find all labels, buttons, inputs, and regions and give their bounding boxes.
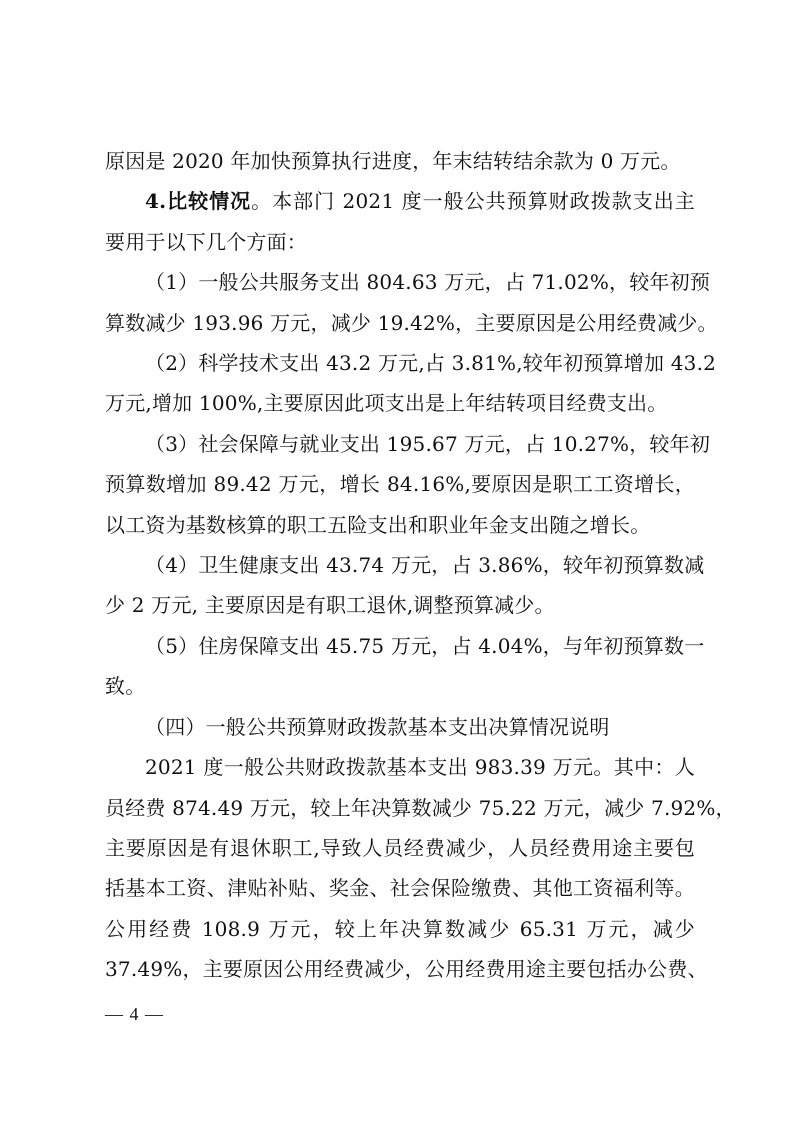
body-text-line: 37.49%，主要原因公用经费减少，公用经费用途主要包括办公费、 [105,957,708,982]
section-heading-comparison: 4.比较情况 [145,189,252,214]
body-text-line: 万元,增加 100%,主要原因此项支出是上年结转项目经费支出。 [105,391,668,416]
body-text-line: （5）住房保障支出 45.75 万元，占 4.04%，与年初预算数一 [145,633,705,658]
body-text-line: 少 2 万元, 主要原因是有职工退休,调整预算减少。 [105,593,555,618]
section-heading-basic-expenditure: （四）一般公共预算财政拨款基本支出决算情况说明 [145,714,610,739]
body-text-line: 员经费 874.49 万元，较上年决算数减少 75.22 万元，减少 7.92%， [105,795,736,820]
body-text-line: 致。 [105,674,146,699]
body-text-line: 预算数增加 89.42 万元，增长 84.16%,要原因是职工工资增长， [105,472,695,497]
body-text-line: 公用经费 108.9 万元，较上年决算数减少 65.31 万元，减少 [105,916,695,941]
comparison-paragraph-line [105,181,695,221]
body-text-line: （3）社会保障与就业支出 195.67 万元，占 10.27%，较年初 [145,431,711,456]
body-text-line: 算数减少 193.96 万元，减少 19.42%，主要原因是公用经费减少。 [105,310,718,335]
body-text-line: 要用于以下几个方面： [105,229,307,254]
document-body [105,141,736,990]
body-text-line: 括基本工资、津贴补贴、奖金、社会保险缴费、其他工资福利等。 [105,876,695,901]
page-number: — 4 — [105,1004,164,1024]
body-text-line: 2021 度一般公共财政拨款基本支出 983.39 万元。其中：人 [145,755,695,780]
body-text-line: 原因是 2020 年加快预算执行进度，年末结转结余款为 0 万元。 [105,149,681,173]
body-text-line: （1）一般公共服务支出 804.63 万元，占 71.02%，较年初预 [145,270,711,295]
body-text-line: （4）卫生健康支出 43.74 万元，占 3.86%，较年初预算数减 [145,553,705,578]
body-text-run: 。本部门 2021 度一般公共预算财政拨款支出主 [251,189,695,214]
body-text-line: （2）科学技术支出 43.2 万元,占 3.81%,较年初预算增加 43.2 [145,351,717,376]
body-text-line: 主要原因是有退休职工,导致人员经费减少，人员经费用途主要包 [105,835,695,860]
body-text-line: 以工资为基数核算的职工五险支出和职业年金支出随之增长。 [105,512,651,537]
